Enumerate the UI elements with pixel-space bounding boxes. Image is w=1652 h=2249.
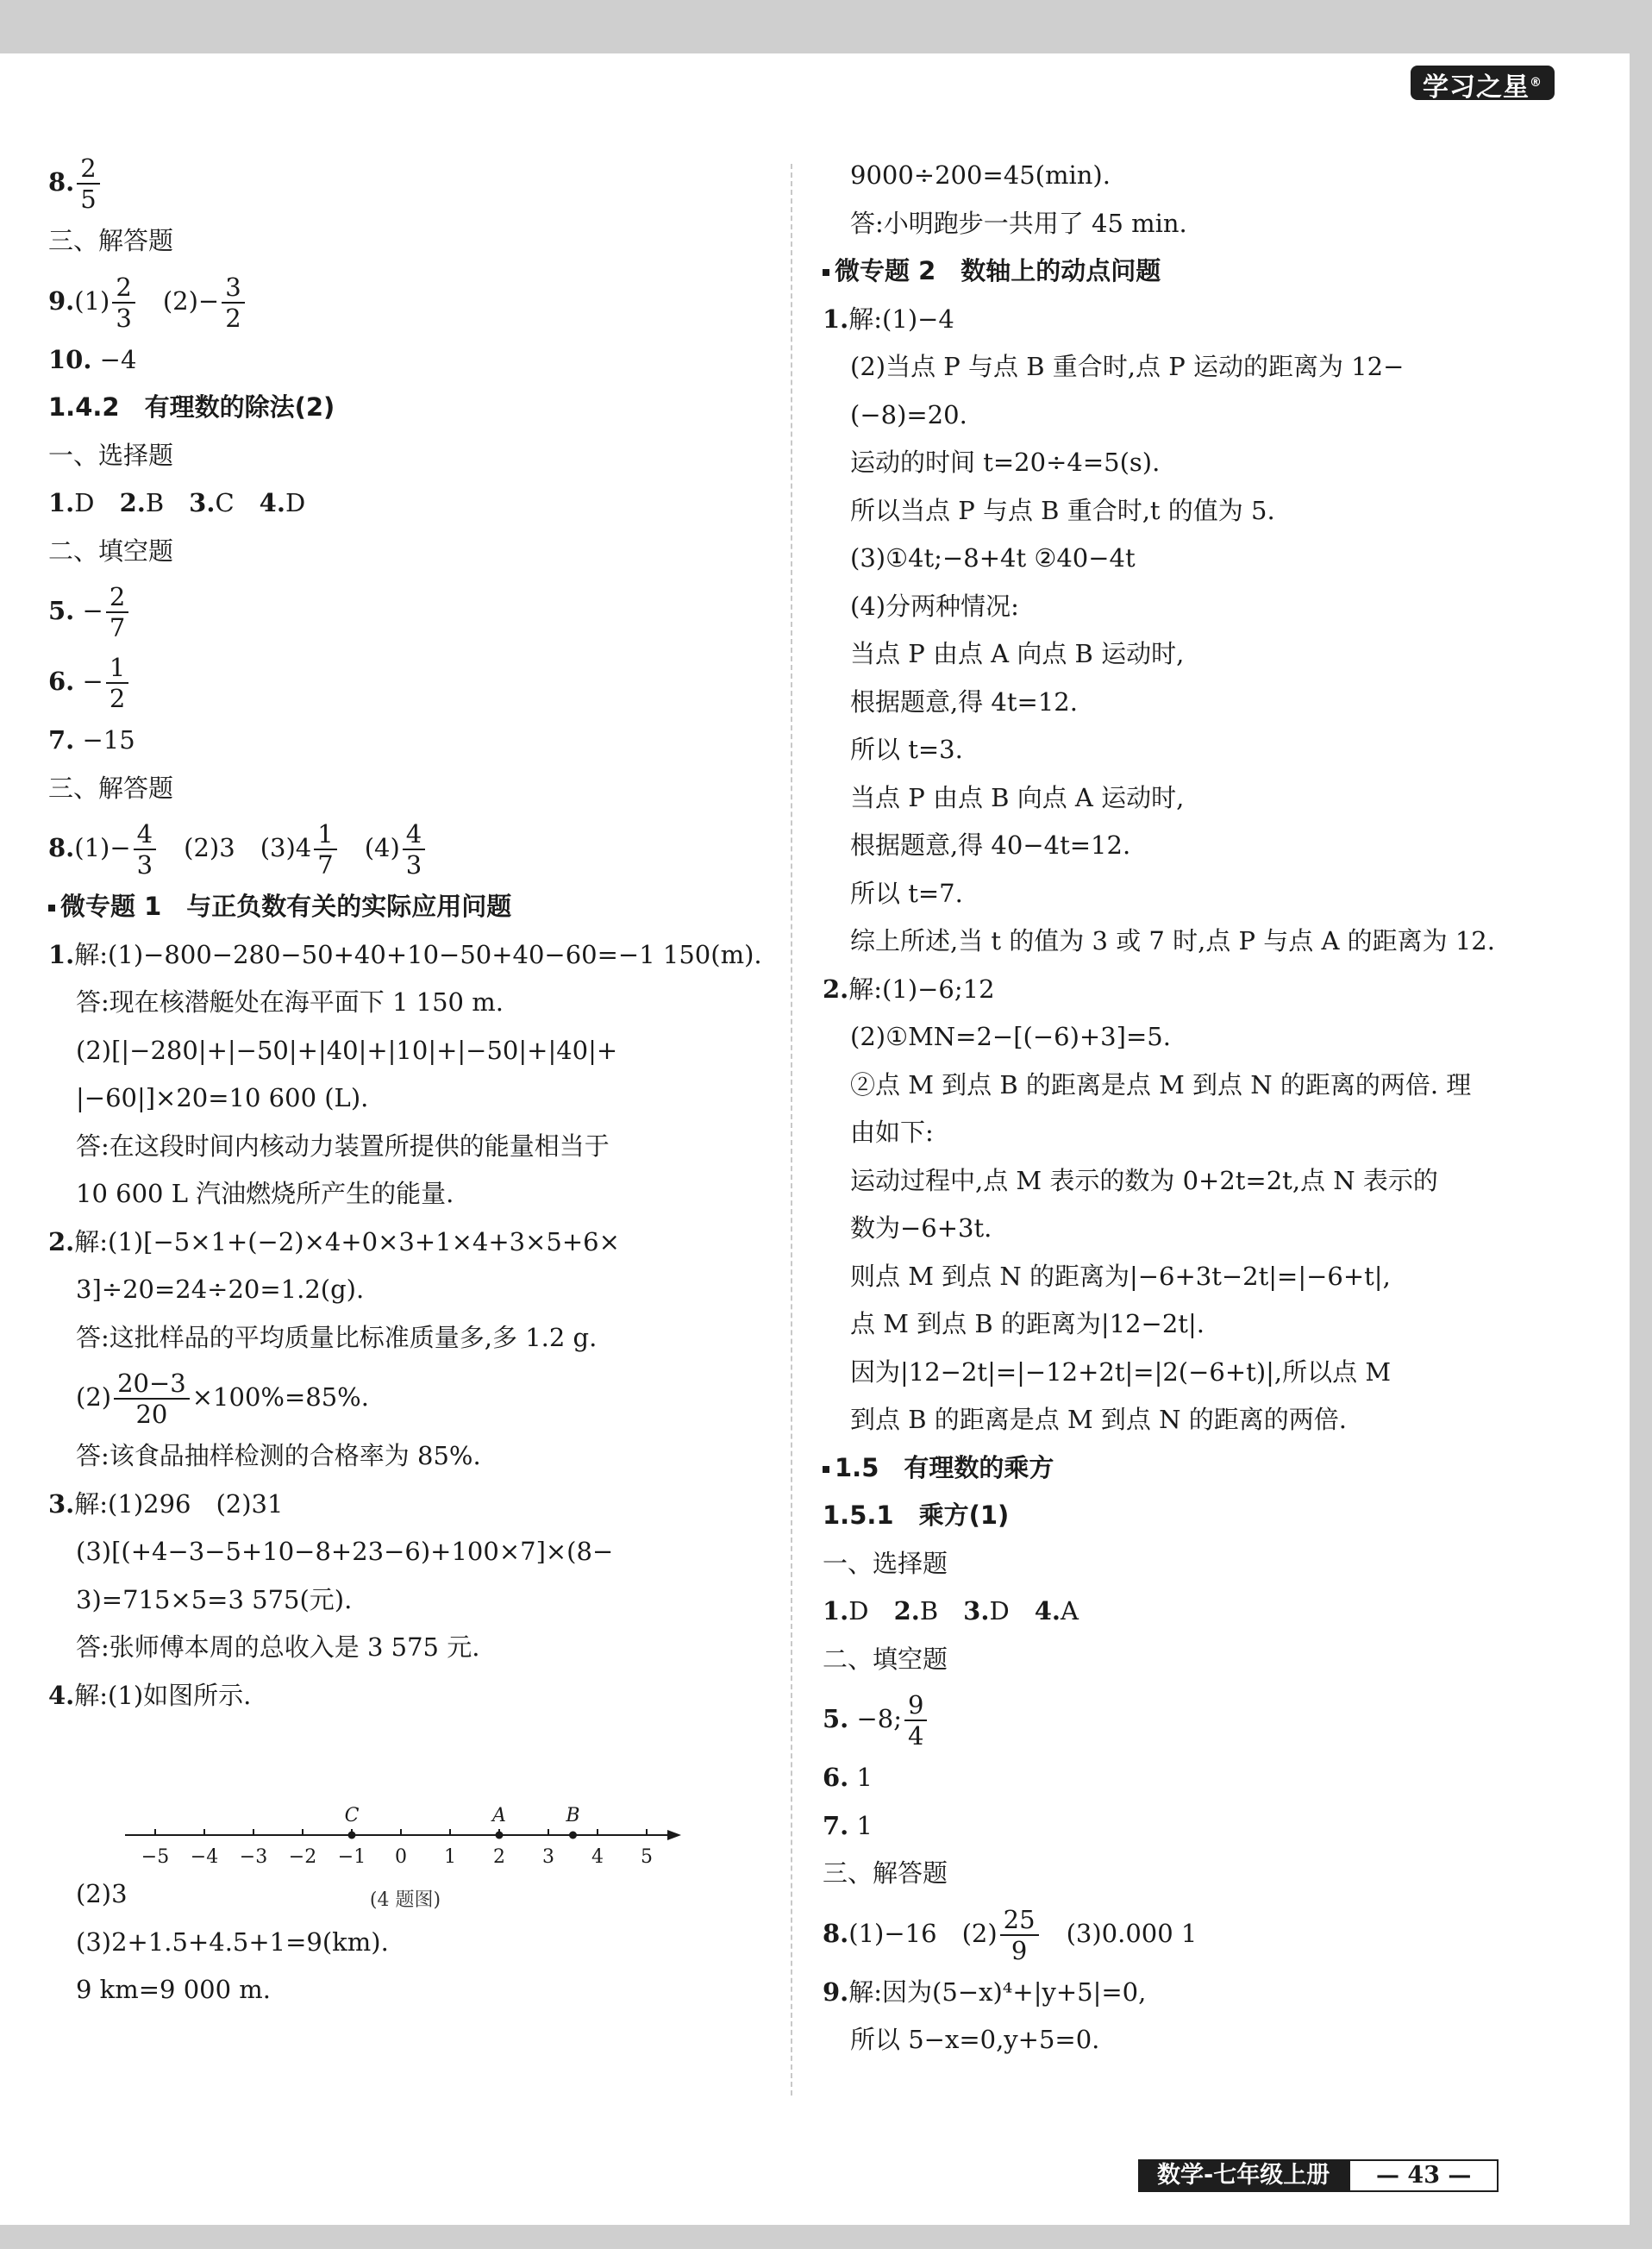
right-margin-band: [1630, 0, 1652, 2249]
top-margin-band: [0, 0, 1652, 53]
number-line-tick-label: −2: [288, 1846, 317, 1868]
number-line-point: [496, 1832, 504, 1839]
number-line-tick-label: −1: [337, 1846, 366, 1868]
r-problem-1-line: 运动的时间 t=20÷4=5(s).: [850, 448, 1161, 477]
r-problem-1-line: 根据题意,得 4t=12.: [850, 686, 1078, 717]
subject-label: 数学-七年级上册: [1138, 2159, 1349, 2192]
number-line-tick-label: 3: [542, 1846, 554, 1868]
bottom-margin-band: [0, 2225, 1652, 2249]
number-line-tick-label: −3: [239, 1846, 268, 1868]
continued-line: 9000÷200=45(min).: [850, 160, 1111, 190]
number-line-figure: [121, 1785, 690, 1914]
section-answer-heading: 三、解答题: [48, 773, 174, 803]
left-column: [48, 147, 764, 2014]
number-line-tick-label: −4: [190, 1846, 219, 1868]
problem-3-line: 3)=715×5=3 575(元).: [76, 1584, 353, 1614]
continued-line: 答:小明跑步一共用了 45 min.: [850, 208, 1187, 238]
section-answer-heading: 三、解答题: [48, 226, 174, 255]
number-line-tick-label: −5: [141, 1846, 170, 1868]
problem-2-line: 答:该食品抽样检测的合格率为 85%.: [76, 1441, 481, 1470]
answer-8: 8.(1)−16 (2) $\frac{25}{9}$ (3)0.000 1: [823, 1904, 1198, 1965]
bullet-square-icon: [823, 1466, 829, 1473]
bullet-square-icon: [823, 269, 829, 276]
r-problem-2-line: 到点 B 的距离是点 M 到点 N 的距离的两倍.: [850, 1405, 1347, 1434]
answer-7: 7. 1: [823, 1810, 873, 1840]
choice-answers: 1.D 2.B 3.D 4.A: [823, 1596, 1079, 1626]
number-line-point-label: C: [344, 1805, 360, 1826]
r-problem-2-line: 点 M 到点 B 的距离为|12−2t|.: [850, 1309, 1205, 1338]
answer-9: 9.(1) $\frac{2}{3}$ (2)− $\frac{3}{2}$: [48, 266, 764, 336]
r-problem-2-line: (2)①MN=2−[(−6)+3]=5.: [850, 1022, 1171, 1051]
number-line-tick-label: 2: [493, 1846, 505, 1868]
lesson-heading-1-4-2: 1.4.2 有理数的除法(2): [48, 392, 335, 422]
lesson-heading-1-5-1: 1.5.1 乘方(1): [823, 1500, 1010, 1530]
problem-2-line: 2.解:(1)[−5×1+(−2)×4+0×3+1×4+3×5+6×: [48, 1226, 620, 1256]
number-line-tick-label: 4: [591, 1846, 604, 1868]
answer-9-line: 所以 5−x=0,y+5=0.: [850, 2025, 1100, 2054]
answer-6: 6. 1: [823, 1763, 873, 1792]
number-line-point-label: A: [492, 1805, 506, 1826]
answer-6: 6. − $\frac{1}{2}$: [48, 646, 764, 717]
answer-10: 10. −4: [48, 344, 137, 374]
number-line-point-label: B: [566, 1805, 580, 1826]
problem-2-fraction-line: (2) $\frac{20-3}{20}$ ×100%=85%.: [76, 1369, 369, 1429]
problem-3-line: (3)[(+4−3−5+10−8+23−6)+100×7]×(8−: [76, 1537, 614, 1566]
number-line-point: [569, 1832, 577, 1839]
problem-4-line: 9 km=9 000 m.: [76, 1975, 271, 2004]
section-choice-heading: 一、选择题: [823, 1548, 948, 1578]
problem-3-line: 答:张师傅本周的总收入是 3 575 元.: [76, 1632, 480, 1662]
number-line-tick-label: 5: [641, 1846, 653, 1868]
number-line-tick-label: 1: [444, 1846, 456, 1868]
r-problem-1-line: 所以当点 P 与点 B 重合时,t 的值为 5.: [850, 495, 1275, 525]
problem-1-line: 1.解:(1)−800−280−50+40+10−50+40−60=−1 150(m).: [48, 939, 762, 969]
problem-1-line: 10 600 L 汽油燃烧所产生的能量.: [76, 1179, 454, 1208]
r-problem-2-line: 运动过程中,点 M 表示的数为 0+2t=2t,点 N 表示的: [850, 1165, 1438, 1195]
r-problem-2-line: ②点 M 到点 B 的距离是点 M 到点 N 的距离的两倍. 理: [850, 1069, 1472, 1099]
r-problem-1-line: 当点 P 由点 B 向点 A 运动时,: [850, 782, 1185, 812]
topic-heading-1: 微专题 1 与正负数有关的实际应用问题: [48, 883, 764, 931]
section-heading-1-5: 1.5 有理数的乘方: [823, 1444, 1547, 1493]
problem-1-line: |−60|]×20=10 600 (L).: [76, 1083, 369, 1112]
topic-heading-2: 微专题 2 数轴上的动点问题: [823, 247, 1547, 296]
choice-answers: 1.D 2.B 3.C 4.D: [48, 488, 306, 517]
problem-1-line: 答:现在核潜艇处在海平面下 1 150 m.: [76, 987, 504, 1017]
bullet-square-icon: [48, 905, 55, 912]
r-problem-2-line: 因为|12−2t|=|−12+2t|=|2(−6+t)|,所以点 M: [850, 1356, 1392, 1387]
section-answer-heading: 三、解答题: [823, 1858, 948, 1888]
problem-1-line: 答:在这段时间内核动力装置所提供的能量相当于: [76, 1131, 610, 1161]
problem-1-line: (2)[|−280|+|−50|+|40|+|10|+|−50|+|40|+: [76, 1035, 618, 1065]
brand-logo: 学习之星®: [1411, 66, 1555, 100]
answer-8-division: 8.(1)− $\frac{4}{3}$ (2)3 (3)4 $\frac{1}{7}$ (4) $\frac{4}{3}$: [48, 812, 764, 883]
right-column: [823, 152, 1547, 2064]
problem-4-line: (2)3: [76, 1879, 128, 1908]
r-problem-2-line: 数为−6+3t.: [850, 1213, 992, 1243]
answer-9-line: 9.解:因为(5−x)⁴+|y+5|=0,: [823, 1976, 1147, 2007]
problem-2-line: 答:这批样品的平均质量比标准质量多,多 1.2 g.: [76, 1322, 598, 1352]
answer-5: 5. − $\frac{2}{7}$: [48, 575, 764, 646]
problem-4-line: 4.解:(1)如图所示.: [48, 1680, 252, 1710]
column-divider: [791, 164, 792, 2096]
r-problem-1-line: (4)分两种情况:: [850, 591, 1019, 621]
r-problem-2-line: 则点 M 到点 N 的距离为|−6+3t−2t|=|−6+t|,: [850, 1261, 1391, 1291]
number-line-point: [348, 1832, 356, 1839]
page-number: — 43 —: [1349, 2159, 1499, 2192]
answer-5: 5. −8; $\frac{9}{4}$: [823, 1683, 1547, 1754]
answer-7: 7. −15: [48, 725, 135, 755]
problem-4-line: (3)2+1.5+4.5+1=9(km).: [76, 1926, 389, 1957]
r-problem-1-line: 所以 t=7.: [850, 878, 963, 908]
r-problem-1-line: (3)①4t;−8+4t ②40−4t: [850, 543, 1136, 573]
page-footer: [1138, 2159, 1499, 2192]
r-problem-1-line: (−8)=20.: [850, 399, 967, 429]
answer-8: 8. $\frac{2}{5}$: [48, 147, 764, 217]
r-problem-1-line: 当点 P 由点 A 向点 B 运动时,: [850, 639, 1185, 668]
figure-caption: (4 题图): [369, 1889, 441, 1911]
number-line-tick-label: 0: [395, 1846, 407, 1868]
problem-2-line: 3]÷20=24÷20=1.2(g).: [76, 1275, 365, 1304]
r-problem-1-line: (2)当点 P 与点 B 重合时,点 P 运动的距离为 12−: [850, 352, 1405, 381]
arrow-right-icon: [667, 1830, 681, 1840]
section-fill-heading: 二、填空题: [823, 1644, 948, 1674]
section-choice-heading: 一、选择题: [48, 440, 174, 470]
r-problem-1-line: 1.解:(1)−4: [823, 304, 954, 334]
r-problem-1-line: 综上所述,当 t 的值为 3 或 7 时,点 P 与点 A 的距离为 12.: [850, 926, 1495, 955]
problem-3-line: 3.解:(1)296 (2)31: [48, 1488, 284, 1519]
r-problem-1-line: 根据题意,得 40−4t=12.: [850, 830, 1131, 860]
r-problem-2-line: 2.解:(1)−6;12: [823, 974, 995, 1004]
r-problem-2-line: 由如下:: [850, 1118, 934, 1147]
r-problem-1-line: 所以 t=3.: [850, 735, 963, 764]
section-fill-heading: 二、填空题: [48, 536, 174, 566]
